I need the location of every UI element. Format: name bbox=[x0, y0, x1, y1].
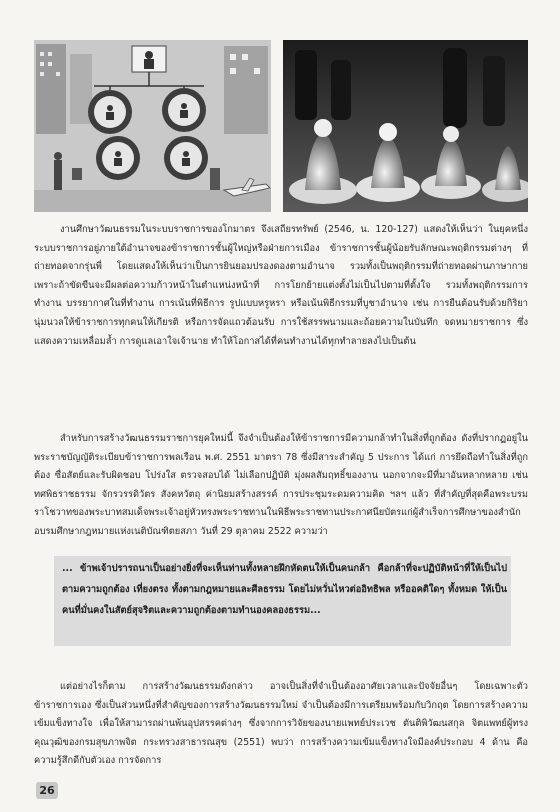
paragraph-3: แต่อย่างไรก็ตาม การสร้างวัฒนธรรมดังกล่าว อาจเป็นสิ่งที่จำเป็นต้องอาศัยเวลาและปัจจัยอื่นๆ โดยเฉพาะตัวข้าราชการเอง ซึ่งเป็นส่วนหนึ่งที่สำคัญของการสร้างวัฒนธรรมใหม่ จำเป็นต้องมีการเตรียมพร้อมกับวิกฤต โดยการสร้างความเข้มแข็งทางใจ เพื่อให้สามารถผ่านพ้นอุปสรรคต่างๆ ซึ่งจากการวิจัยของนายแพทย์ประเวช ตันติพิวัฒนสกุล จิตแพทย์ผู้ทรงคุณวุฒิของกรมสุขภาพจิต กระทรวงสาธารณสุข (2551) พบว่า การสร้างความเข้มแข็งทางใจมีองค์ประกอบ 4 ด้าน คือ ความรู้สึกดีกับตัวเอง การจัดการ bbox=[34, 681, 528, 767]
business-org-illustration bbox=[34, 40, 271, 212]
page-number: 26 bbox=[36, 782, 58, 799]
paragraph-1: งานศึกษาวัฒนธรรมในระบบราชการของโกมาตร จึงเสถียรทรัพย์ (2546, น. 120-127) แสดงให้เห็นว่า ในยุคหนึ่ง ระบบราชการอยู่ภายใต้อำนาจของข้าราชการชั้นผู้ใหญ่หรือฝ่ายการเมือง ข้าราชการชั้นผู้น้อยรับลักษณะพฤติกรรมต่างๆ ที่ถ่ายทอดจากรุ่นพี่ โดยแสดงให้เห็นว่าเป็นการยินยอมปรองดองตามอำนาจ รวมทั้งเป็นพฤติกรรมที่ถ่ายทอดผ่านภาษากาย เพราะถ้าขัดขืนจะมีผลต่อความก้าวหน้าในตำแหน่งหน้าที่ การโยกย้ายแต่งตั้งไม่เป็นไปตามที่ตั้งใจ รวมทั้งพฤติกรรมการทำงาน บรรยากาศในที่ทำงาน การเน้นที่พิธีการ รูปแบบหรูหรา หรือเน้นพิธีกรรมที่บูชาอำนาจ เช่น การยืนต้อนรับด้วยกิริยานุ่มนวลให้ข้าราชการทุกคนให้เกียรติ หรือการจัดแถวต้อนรับ การใช้สรรพนามและถ้อยความในบันทึก จดหมายราชการ ซึ่งแสดงความเหลื่อมล้ำ การดูแลเอาใจเจ้านาย ทำให้โอกาสได้ที่คนทำงานได้ทุกทำลายลงไปเป็นต้น bbox=[34, 224, 528, 347]
chess-pieces-photo-svg bbox=[283, 40, 528, 212]
chess-pieces-photo bbox=[283, 40, 528, 212]
business-org-illustration-svg bbox=[34, 40, 271, 212]
figures bbox=[34, 40, 528, 212]
royal-speech-quote: ... ข้าพเจ้าปรารถนาเป็นอย่างยิ่งที่จะเห็นท่านทั้งหลายฝึกหัดตนให้เป็นคนกล้า คือกล้าที่จะปฏิบัติหน้าที่ให้เป็นไปตามความถูกต้อง เที่ยงตรง ทั้งตามกฎหมายและศีลธรรม โดยไม่หวั่นไหวต่ออิทธิพล หรืออคติใดๆ ทั้งหมด ให้เป็นคนที่มั่นคงในสัตย์สุจริตและความถูกต้องตามทำนองคลองธรรม... bbox=[62, 563, 507, 616]
paragraph-2: สำหรับการสร้างวัฒนธรรมราชการยุคใหม่นี้ จึงจำเป็นต้องให้ข้าราชการมีความกล้าทำในสิ่งที่ถูกต้อง ดังที่ปรากฏอยู่ในพระราชบัญญัติระเบียบข้าราชการพลเรือน พ.ศ. 2551 มาตรา 78 ซึ่งมีสาระสำคัญ 5 ประการ ได้แก่ การยึดถือทำในสิ่งที่ถูกต้อง ซื่อสัตย์และรับผิดชอบ โปร่งใส ตรวจสอบได้ ไม่เลือกปฏิบัติ มุ่งผลสัมฤทธิ์ของงาน นอกจากจะมีที่มาอันหลากหลาย เช่น ทศพิธราชธรรม จักรวรรดิวัตร สังคหวัตถุ ค่านิยมสร้างสรรค์ การประชุมระดมความคิด ฯลฯ แล้ว ที่สำคัญที่สุดคือพระบรมราโชวาทของพระบาทสมเด็จพระเจ้าอยู่หัวทรงพระราชทานในพิธีพระราชทานประกาศนียบัตรแก่ผู้สำเร็จการศึกษาของสำนักอบรมศึกษากฎหมายแห่งเนติบัณฑิตยสภา วันที่ 29 ตุลาคม 2522 ความว่า bbox=[34, 433, 528, 537]
